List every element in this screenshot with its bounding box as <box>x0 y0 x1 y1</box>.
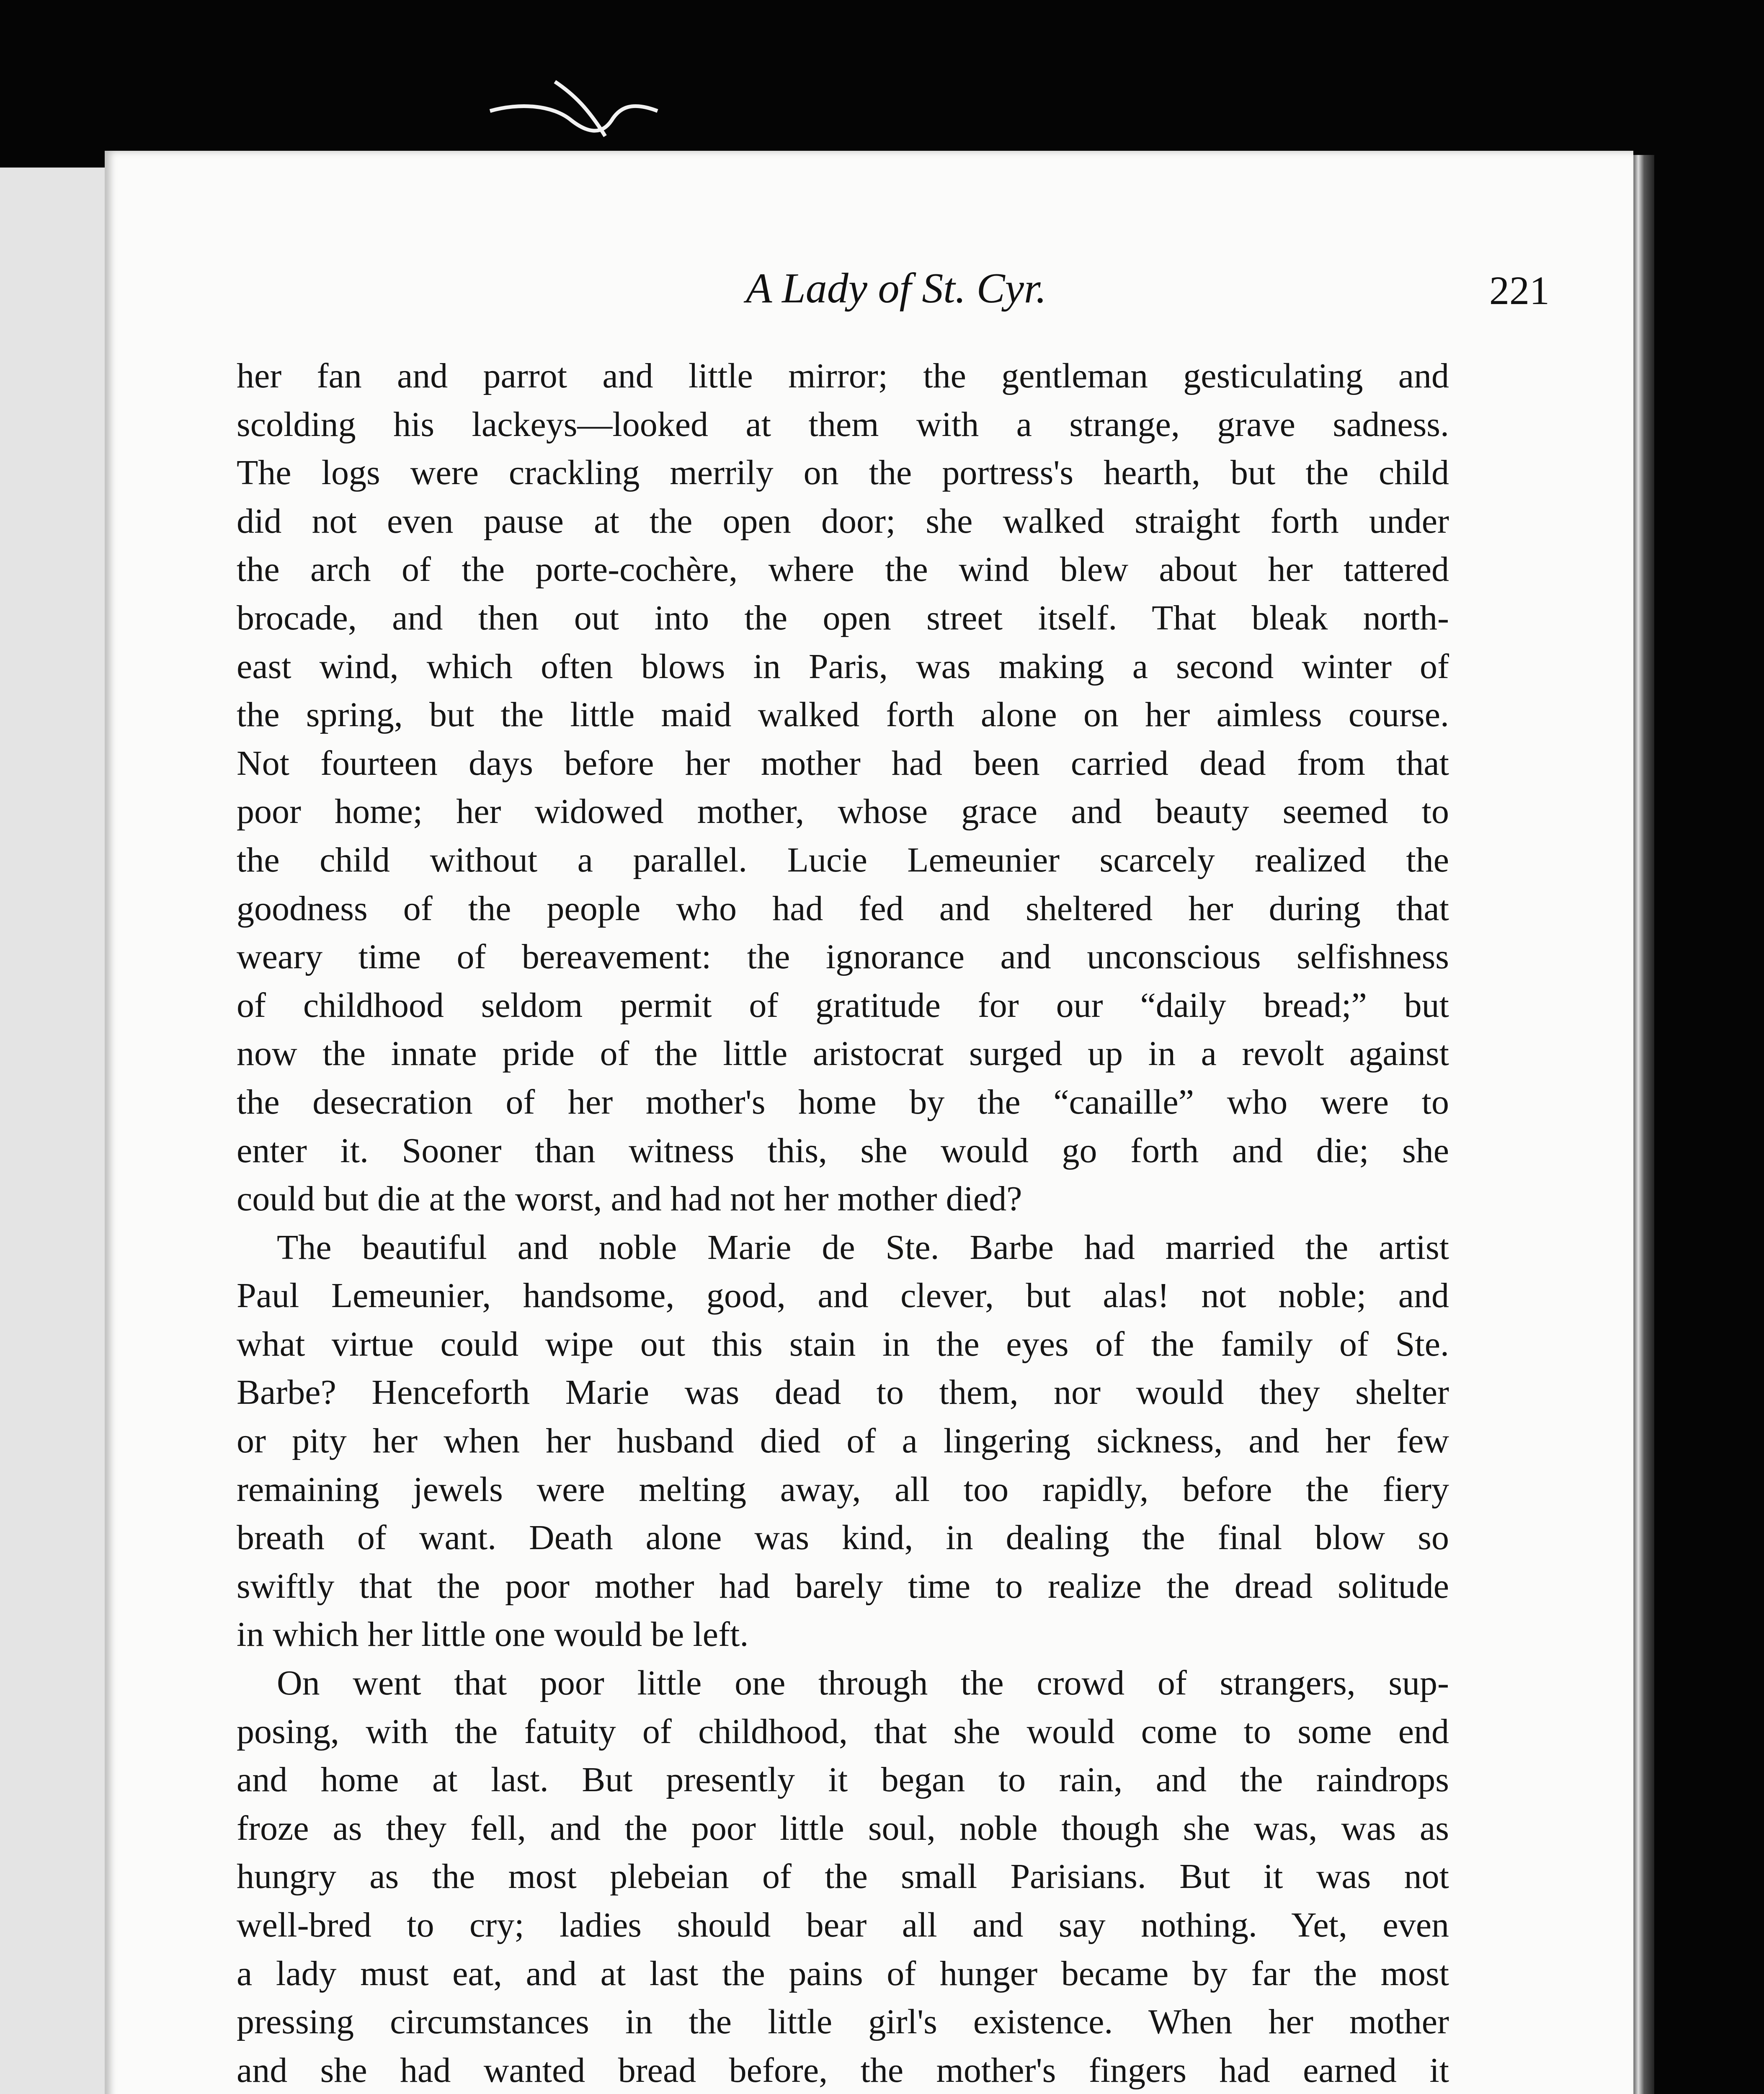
body-line: The beautiful and noble Marie de Ste. Barbe had married the artist <box>277 1228 1449 1267</box>
body-line: a lady must eat, and at last the pains of hunger became by far the most <box>237 1954 1449 1993</box>
body-line: Not fourteen days before her mother had been carried dead from that <box>237 743 1449 783</box>
body-line: froze as they fell, and the poor little soul, noble though she was, was as <box>237 1808 1449 1848</box>
body-line: and home at last. But presently it began to rain, and the raindrops <box>237 1760 1449 1800</box>
body-line: weary time of bereavement: the ignorance and unconscious selfishness <box>237 937 1449 977</box>
body-line: her fan and parrot and little mirror; the gentleman gesticulating and <box>237 356 1449 395</box>
body-line: did not even pause at the open door; she walked straight forth under <box>237 501 1449 541</box>
body-line: enter it. Sooner than witness this, she would go forth and die; she <box>237 1131 1449 1170</box>
body-line: the desecration of her mother's home by the “canaille” who were to <box>237 1082 1449 1122</box>
body-line: in which her little one would be left. <box>237 1615 749 1654</box>
body-line: what virtue could wipe out this stain in the eyes of the family of Ste. <box>237 1324 1449 1364</box>
body-text <box>237 352 1449 2094</box>
body-line: posing, with the fatuity of childhood, that she would come to some end <box>237 1712 1449 1751</box>
running-title: A Lady of St. Cyr. <box>746 265 1047 312</box>
body-line: swiftly that the poor mother had barely time to realize the dread solitude <box>237 1566 1449 1606</box>
pen-mark-icon <box>486 71 662 147</box>
body-line: the arch of the porte-cochère, where the wind blew about her tattered <box>237 550 1449 589</box>
body-line: On went that poor little one through the crowd of strangers, sup- <box>277 1663 1449 1703</box>
body-line: Paul Lemeunier, handsome, good, and clever, but alas! not noble; and <box>237 1276 1449 1315</box>
body-line: scolding his lackeys—looked at them with a strange, grave sadness. <box>237 405 1449 444</box>
page-number: 221 <box>1489 268 1550 313</box>
body-line: east wind, which often blows in Paris, was making a second winter of <box>237 647 1449 686</box>
body-line: hungry as the most plebeian of the small Parisians. But it was not <box>237 1857 1449 1896</box>
body-line: goodness of the people who had fed and sheltered her during that <box>237 889 1449 928</box>
body-line: the spring, but the little maid walked forth alone on her aimless course. <box>237 695 1449 735</box>
body-line: or pity her when her husband died of a lingering sickness, and her few <box>237 1421 1449 1461</box>
body-line: pressing circumstances in the little girl's existence. When her mother <box>237 2002 1449 2042</box>
facing-page-edge <box>0 168 109 2094</box>
body-line: breath of want. Death alone was kind, in dealing the final blow so <box>237 1518 1449 1558</box>
body-line: the child without a parallel. Lucie Lemeunier scarcely realized the <box>237 840 1449 879</box>
body-line: Barbe? Henceforth Marie was dead to them, nor would they shelter <box>237 1373 1449 1412</box>
body-line: of childhood seldom permit of gratitude for our “daily bread;” but <box>237 985 1449 1025</box>
body-line: well-bred to cry; ladies should bear all and say nothing. Yet, even <box>237 1906 1449 1944</box>
body-line: remaining jewels were melting away, all too rapidly, before the fiery <box>237 1470 1449 1509</box>
body-line: brocade, and then out into the open street itself. That bleak north- <box>237 598 1449 637</box>
book-page <box>105 151 1633 2094</box>
body-line: and she had wanted bread before, the mother's fingers had earned it <box>237 2050 1449 2090</box>
body-line: The logs were crackling merrily on the portress's hearth, but the child <box>237 453 1449 493</box>
body-line: could but die at the worst, and had not her mother died? <box>237 1179 1022 1219</box>
body-line: poor home; her widowed mother, whose grace and beauty seemed to <box>237 792 1449 831</box>
page-header <box>243 264 1550 322</box>
body-line: now the innate pride of the little aristocrat surged up in a revolt against <box>237 1034 1449 1073</box>
